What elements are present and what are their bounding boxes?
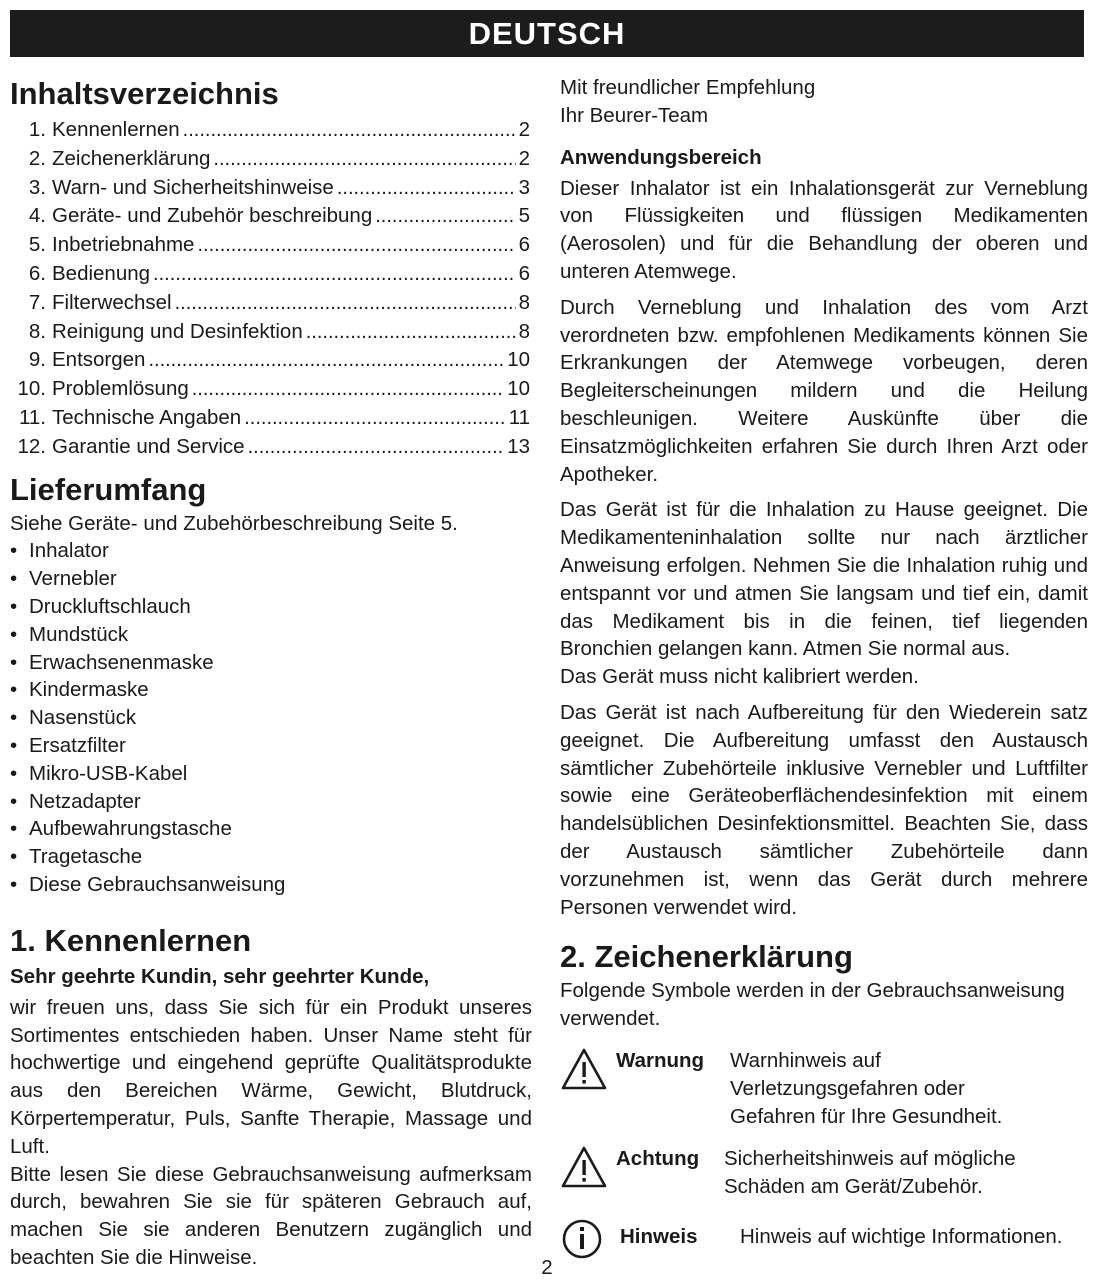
bullet-icon: • [10,650,18,674]
toc-item-number: 10. [17,377,46,401]
bullet-icon: • [10,678,18,702]
toc-item-number: 3. [28,175,46,199]
delivery-intro: Siehe Geräte- und Zubehörbeschreibung Seite 5. [10,511,458,535]
toc-item-number: 12. [17,434,46,458]
toc-item-number: 11. [19,405,46,429]
bullet-icon: • [10,845,18,869]
bullet-icon: • [10,872,18,896]
toc-leader-dots [183,117,516,145]
toc-item [10,433,530,462]
toc-item-page: 6 [518,233,530,257]
toc-item-page: 11 [508,405,530,429]
delivery-heading: Lieferumfang [10,471,207,507]
bullet-icon: • [10,594,18,618]
delivery-item-label: Mundstück [29,622,129,646]
toc-item-page: 3 [518,175,530,199]
usage-paragraph-4: Das Gerät ist nach Aufbereitung für den Wiederein satz geeignet. Die Aufbereitung umfasst den Austausch sämtlicher Zubehörteile inklusive Vernebler und Luftfilter sowie eine Geräteoberflächendesinfektion mit einem handelsüblichen Desinfektionsmittel. Beachten Sie, dass der Austausch sämtlicher Zubehörteile dann vorzunehmen ist, wenn das Gerät durch mehrere Personen verwendet wird. [560,700,1088,919]
symbol-list [560,1047,1088,1261]
toc-item-page: 8 [518,319,530,343]
symbol-desc-warnung: Warnhinweis auf Verletzungsgefahren oder Gefahren für Ihre Gesundheit. [730,1048,1003,1128]
toc-item-number: 9. [28,348,46,372]
toc-item-number: 1. [28,118,46,141]
toc-item [10,231,530,260]
toc-item [10,404,530,433]
toc-leader-dots [375,203,515,231]
delivery-item [10,843,532,871]
symbol-row-warnung [560,1047,1088,1145]
toc-item-title: Garantie und Service [52,434,245,458]
delivery-list [10,537,532,898]
delivery-item [10,621,532,649]
delivery-item [10,593,532,621]
toc-item-title: Warn- und Sicherheitshinweise [52,175,334,199]
page-number: 2 [541,1256,553,1279]
delivery-item-label: Kindermaske [29,678,149,702]
toc-item-number: 5. [28,233,46,257]
bullet-icon: • [10,733,18,757]
toc-item [10,174,530,203]
delivery-item [10,788,532,816]
symbol-label-hinweis: Hinweis [620,1224,698,1248]
toc-leader-dots [337,175,516,203]
delivery-item-label: Nasenstück [29,706,137,730]
toc-item-page: 10 [507,348,530,372]
toc-item-number: 4. [28,204,46,228]
toc-leader-dots [197,232,515,260]
bullet-icon: • [10,706,18,730]
delivery-item [10,649,532,677]
toc-item [10,375,530,404]
toc-item [10,346,530,375]
caution-triangle-icon [560,1145,608,1189]
toc-item-page: 13 [507,434,530,458]
delivery-item [10,704,532,732]
language-banner [10,10,1084,57]
toc-item [10,260,530,289]
toc-item-number: 7. [28,290,46,314]
delivery-item-label: Aufbewahrungstasche [29,817,232,841]
toc-leader-dots [213,146,515,174]
delivery-item [10,760,532,788]
toc-item-title: Problemlösung [52,377,189,401]
left-column [10,74,532,1272]
table-of-contents [10,116,532,462]
toc-item [10,318,530,347]
toc-item [10,116,530,145]
greeting: Sehr geehrte Kundin, sehr geehrter Kunde, [10,964,430,988]
delivery-item-label: Druckluftschlauch [29,594,191,618]
toc-item-title: Entsorgen [52,348,146,372]
toc-leader-dots [175,290,516,318]
bullet-icon: • [10,761,18,785]
toc-item-page: 10 [507,377,530,401]
toc-item-page: 6 [518,261,530,285]
toc-item-title: Inbetriebnahme [52,233,195,257]
delivery-item [10,871,532,899]
usage-paragraph-2: Durch Verneblung und Inhalation des vom Arzt verordneten bzw. empfohlenen Medikaments können Sie Erkrankungen der Atemwege vorbeugen, deren Begleiterscheinungen mildern und die Heilung beschleunigen. Weitere Auskünfte über die Einsatzmöglichkeiten erfahren Sie durch Ihren Arzt oder Apotheker. [560,295,1088,486]
delivery-item-label: Netzadapter [29,789,141,813]
delivery-item-label: Vernebler [29,567,117,591]
usage-paragraph-1: Dieser Inhalator ist ein Inhalationsgerät zur Verneblung von Flüssigkeiten und flüssigen Medikamenten (Aerosolen) und für die Behandlung der oberen und unteren Atemwege. [560,176,1088,283]
toc-item-title: Zeichenerklärung [52,146,211,170]
toc-heading: Inhaltsverzeichnis [10,76,279,111]
delivery-item-label: Erwachsenenmaske [29,650,214,674]
delivery-item [10,676,532,704]
delivery-item-label: Mikro-USB-Kabel [29,761,188,785]
usage-paragraph-3: Das Gerät ist für die Inhalation zu Hause geeignet. Die Medikamenteninhalation sollte nur nach ärztlicher Anweisung erfolgen. Nehmen Sie die Inhalation ruhig und entspannt vor und atmen Sie langsam und tief ein, damit das Medikament bis in die feinen, tief liegenden Bronchien gelangen kann. Atmen Sie normal aus. [560,498,1088,661]
toc-item-number: 6. [28,261,46,285]
toc-leader-dots [153,261,516,289]
section1-paragraph-1: wir freuen uns, dass Sie sich für ein Produkt unseres Sortimentes entschieden haben. Unser Name steht für hochwertige und eingehend geprüfte Qualitätsprodukte aus den Bereichen Wärme, Gewicht, Blutdruck, Körpertemperatur, Puls, Sanfte Therapie, Massage und Luft. [10,995,532,1158]
bullet-icon: • [10,817,18,841]
symbol-desc-achtung: Sicherheitshinweis auf mögliche Schäden am Gerät/Zubehör. [724,1146,1016,1198]
toc-item-page: 2 [518,146,530,170]
toc-leader-dots [148,347,504,375]
toc-item-number: 8. [28,319,46,343]
toc-item [10,145,530,174]
delivery-item [10,565,532,593]
symbol-row-hinweis [560,1217,1088,1261]
toc-leader-dots [306,319,516,347]
section1-paragraph-2: Bitte lesen Sie diese Gebrauchsanweisung aufmerksam durch, bewahren Sie sie für späteren Gebrauch auf, machen Sie sie anderen Benutzern zugänglich und beachten Sie die Hinweise. [10,1162,532,1269]
closing-line-2: Ihr Beurer-Team [560,103,709,127]
toc-item-title: Kennenlernen [52,118,180,141]
symbol-desc-hinweis: Hinweis auf wichtige Informationen. [740,1224,1063,1248]
delivery-item [10,815,532,843]
toc-item [10,289,530,318]
toc-item-page: 2 [518,118,530,141]
section1-heading: 1. Kennenlernen [10,922,252,958]
delivery-item-label: Diese Gebrauchsanweisung [29,872,286,896]
toc-item [10,202,530,231]
toc-leader-dots [248,434,505,462]
usage-paragraph-3b: Das Gerät muss nicht kalibriert werden. [560,665,919,689]
toc-item-title: Bedienung [52,261,151,285]
toc-leader-dots [192,376,504,404]
delivery-item-label: Ersatzfilter [29,733,126,757]
delivery-item-label: Inhalator [29,539,109,563]
toc-item-title: Filterwechsel [52,290,172,314]
info-circle-icon [560,1217,608,1261]
delivery-item [10,732,532,760]
toc-item-title: Technische Angaben [52,405,242,429]
section2-intro: Folgende Symbole werden in der Gebrauchsanweisung verwendet. [560,979,1065,1031]
symbol-label-achtung: Achtung [616,1146,700,1170]
bullet-icon: • [10,539,18,563]
warning-triangle-icon [560,1047,608,1091]
delivery-item [10,537,532,565]
symbol-row-achtung [560,1145,1088,1217]
toc-item-title: Geräte- und Zubehör beschreibung [52,204,373,228]
language-title: DEUTSCH [468,15,626,51]
bullet-icon: • [10,789,18,813]
delivery-item-label: Tragetasche [29,845,143,869]
closing-line-1: Mit freundlicher Empfehlung [560,76,816,99]
bullet-icon: • [10,622,18,646]
toc-leader-dots [244,405,506,433]
toc-item-page: 8 [518,290,530,314]
toc-item-page: 5 [518,204,530,228]
toc-item-number: 2. [28,146,46,170]
section2-heading: 2. Zeichenerklärung [560,939,853,975]
symbol-label-warnung: Warnung [616,1048,705,1072]
usage-heading: Anwendungsbereich [560,145,762,169]
bullet-icon: • [10,567,18,591]
right-column [560,74,1088,1261]
toc-item-title: Reinigung und Desinfektion [52,319,303,343]
